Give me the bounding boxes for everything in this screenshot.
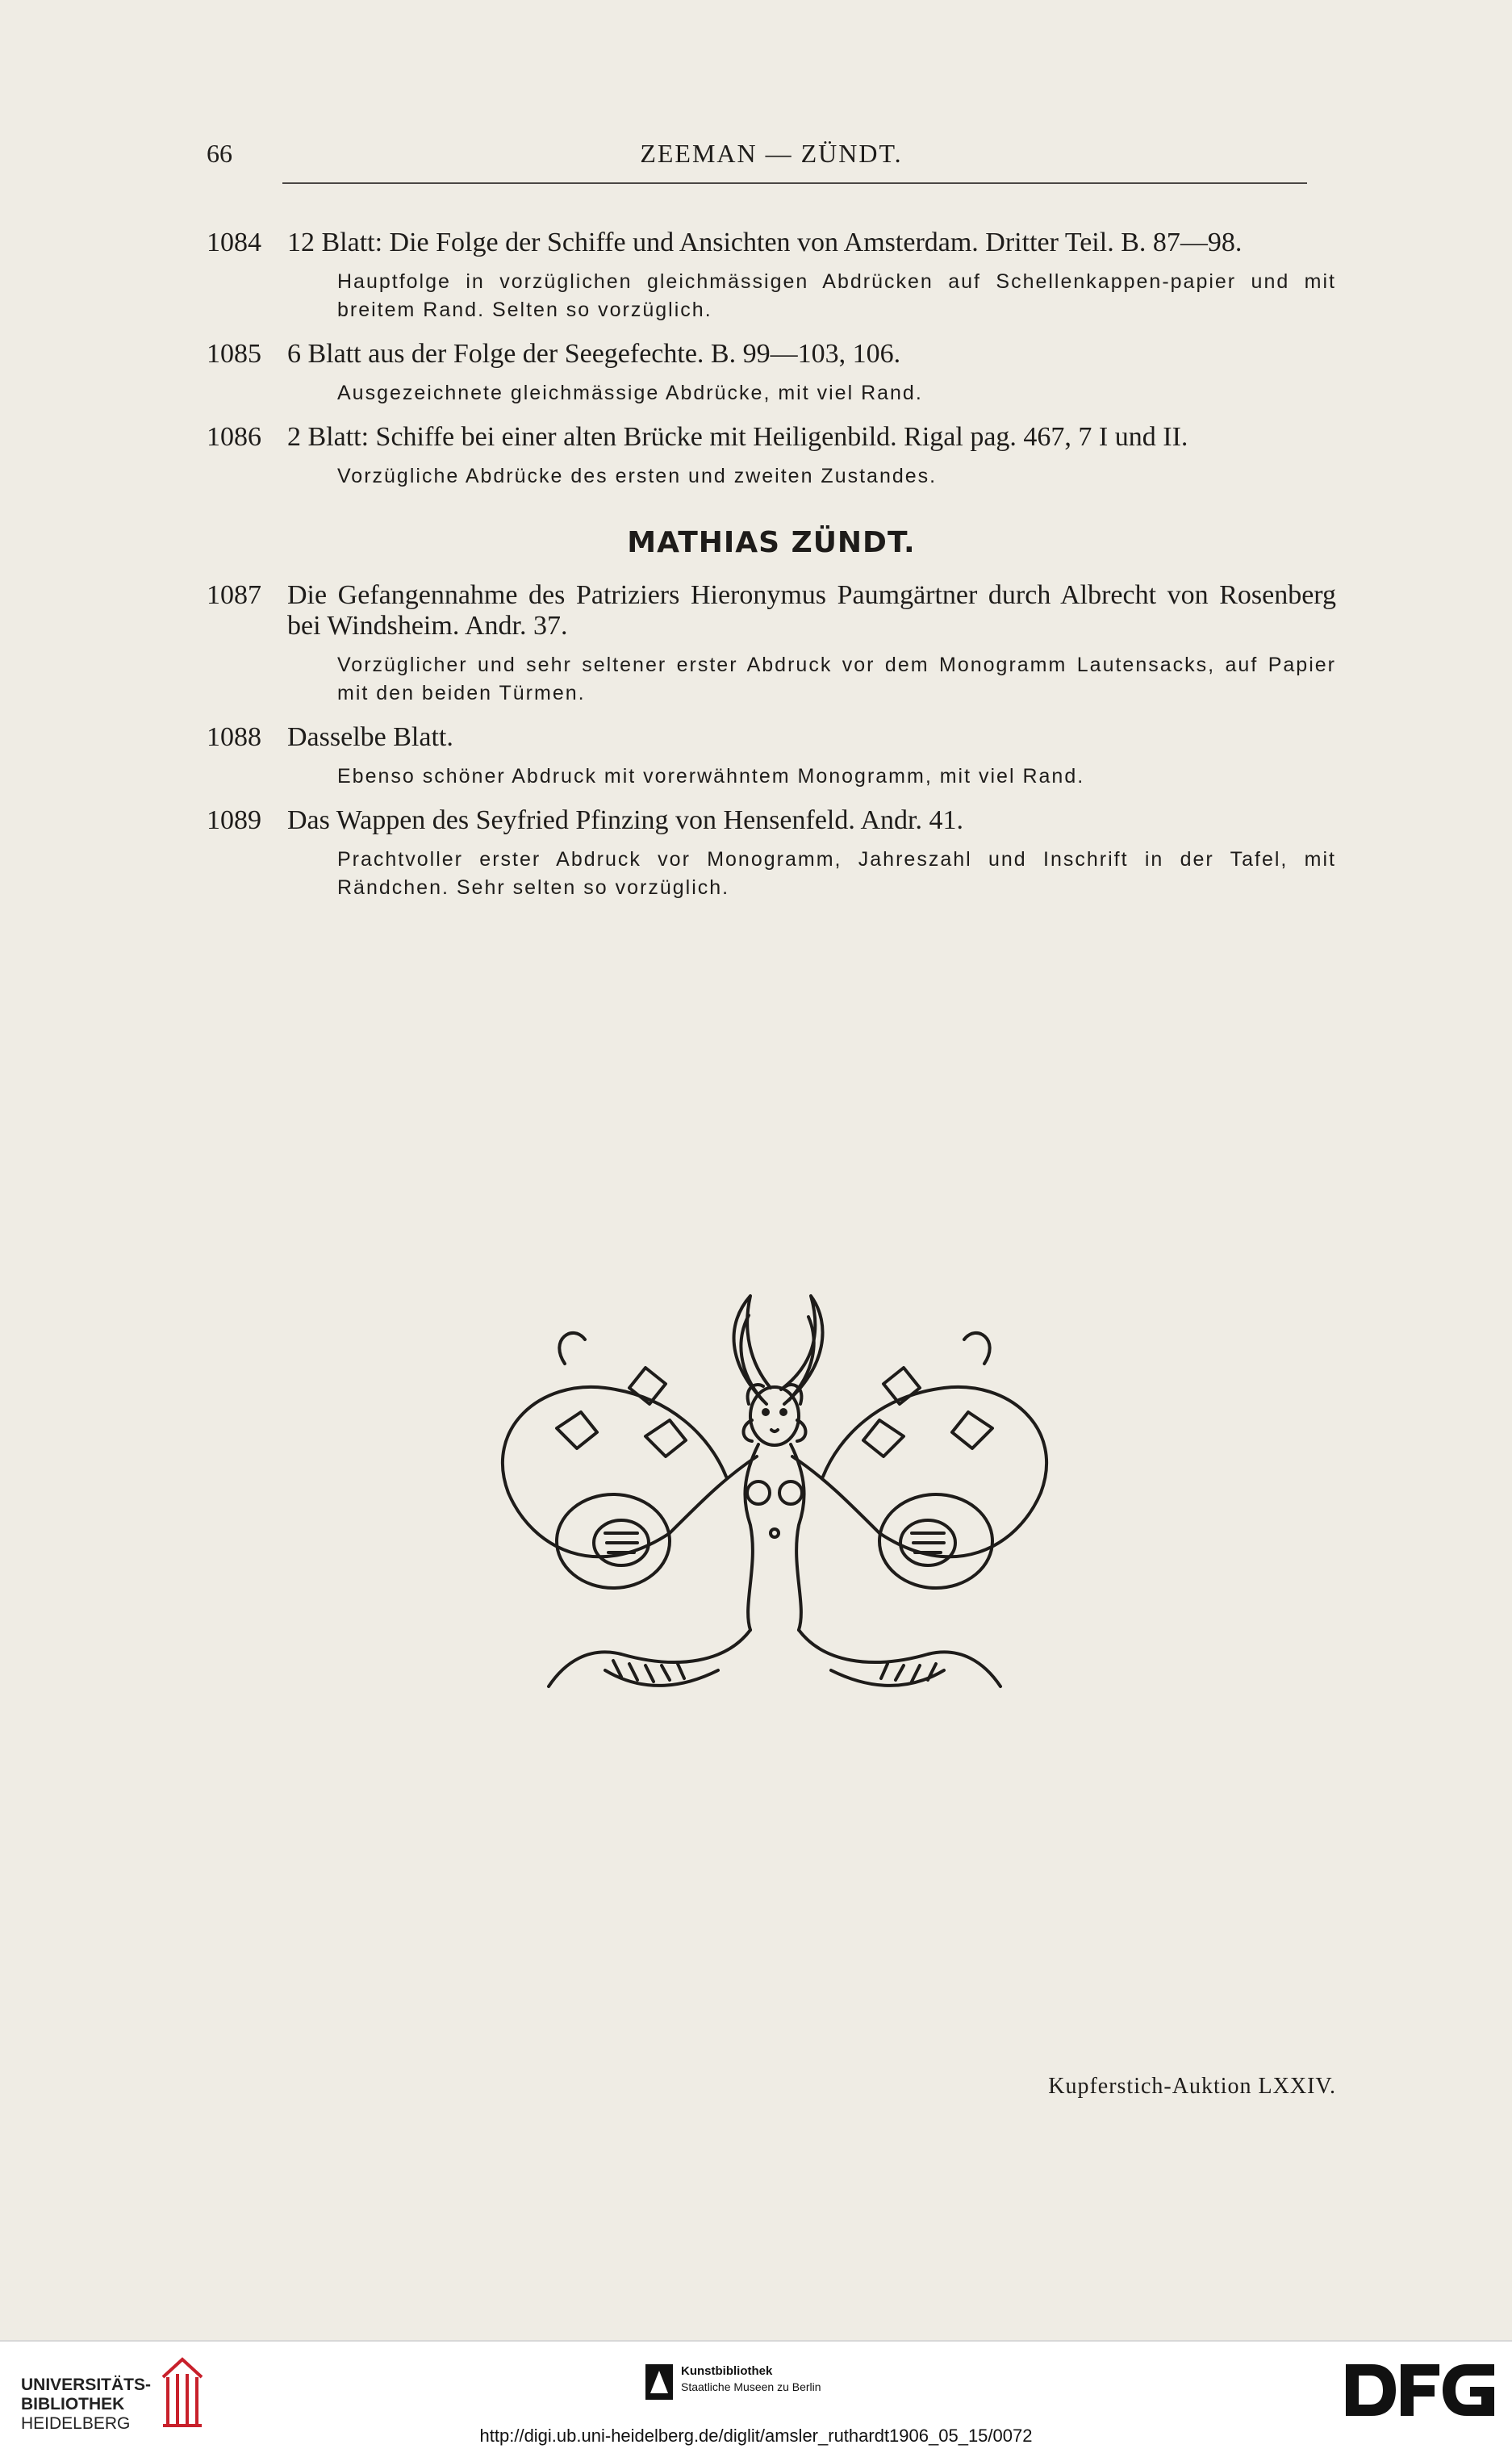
entry-text: Die Gefangennahme des Patriziers Hieronymus Paumgärtner durch Albrecht von Rosenberg bei Windsheim. Andr. 37. bbox=[287, 580, 1336, 641]
page-number: 66 bbox=[207, 139, 232, 168]
entry-note: Vorzügliche Abdrücke des ersten und zweiten Zustandes. bbox=[337, 465, 938, 487]
entry-number: 1088 bbox=[207, 722, 261, 752]
running-title: ZEEMAN — ZÜNDT. bbox=[640, 139, 903, 168]
catalog-content bbox=[207, 228, 1336, 917]
entry-note: Vorzüglicher und sehr seltener erster Abdruck vor dem Monogramm Lautensacks, auf Papier mit den beiden Türmen. bbox=[337, 654, 1336, 704]
library-name-line1: UNIVERSITÄTS- bbox=[21, 2376, 152, 2394]
entry-note: Ausgezeichnete gleichmässige Abdrücke, mit viel Rand. bbox=[337, 382, 923, 404]
entry-text: Das Wappen des Seyfried Pfinzing von Hensenfeld. Andr. 41. bbox=[287, 805, 963, 835]
entry-number: 1084 bbox=[207, 228, 261, 257]
mermaid-vignette-illustration bbox=[484, 1291, 1065, 1711]
section-heading: MATHIAS ZÜNDT. bbox=[627, 526, 916, 559]
entry-text: 2 Blatt: Schiffe bei einer alten Brücke mit Heiligenbild. Rigal pag. 467, 7 I und II. bbox=[287, 422, 1188, 452]
kunstbibliothek-institution: Staatliche Museen zu Berlin bbox=[681, 2380, 821, 2393]
catalog-reference: Kupferstich-Auktion LXXIV. bbox=[1048, 2074, 1336, 2099]
entry-number: 1085 bbox=[207, 339, 261, 369]
catalog-entry-1087 bbox=[207, 580, 1336, 708]
catalog-entry-1085 bbox=[207, 339, 1336, 407]
catalog-entry-1086 bbox=[207, 422, 1336, 491]
entry-number: 1086 bbox=[207, 422, 261, 452]
catalog-entry-1084 bbox=[207, 228, 1336, 324]
entry-text: 6 Blatt aus der Folge der Seegefechte. B. 99—103, 106. bbox=[287, 339, 901, 369]
entry-text: Dasselbe Blatt. bbox=[287, 722, 453, 752]
kunstbibliothek-name: Kunstbibliothek bbox=[681, 2364, 773, 2378]
ub-logo-icon bbox=[158, 2353, 207, 2434]
entry-note: Prachtvoller erster Abdruck vor Monogramm, Jahreszahl und Inschrift in der Tafel, mit Rändchen. Sehr selten so vorzüglich. bbox=[337, 848, 1336, 899]
catalog-entry-1089 bbox=[207, 805, 1336, 902]
viewer-footer bbox=[0, 2340, 1512, 2453]
dfg-logo bbox=[1346, 2364, 1494, 2416]
header-rule bbox=[282, 182, 1307, 184]
library-name-line3: HEIDELBERG bbox=[21, 2414, 131, 2433]
kunstbibliothek-mark-icon bbox=[645, 2364, 673, 2400]
library-name-line2: BIBLIOTHEK bbox=[21, 2395, 125, 2413]
entry-number: 1089 bbox=[207, 805, 261, 835]
entry-note: Hauptfolge in vorzüglichen gleichmässigen Abdrücken auf Schellenkappen-papier und mit breitem Rand. Selten so vorzüglich. bbox=[337, 270, 1336, 321]
entry-text: 12 Blatt: Die Folge der Schiffe und Ansichten von Amsterdam. Dritter Teil. B. 87—98. bbox=[287, 228, 1243, 257]
page-url[interactable]: http://digi.ub.uni-heidelberg.de/diglit/amsler_ruthardt1906_05_15/0072 bbox=[479, 2426, 1033, 2446]
catalog-entry-1088 bbox=[207, 722, 1336, 791]
entry-note: Ebenso schöner Abdruck mit vorerwähntem Monogramm, mit viel Rand. bbox=[337, 765, 1085, 788]
entry-number: 1087 bbox=[207, 580, 261, 610]
running-head bbox=[207, 139, 1336, 179]
